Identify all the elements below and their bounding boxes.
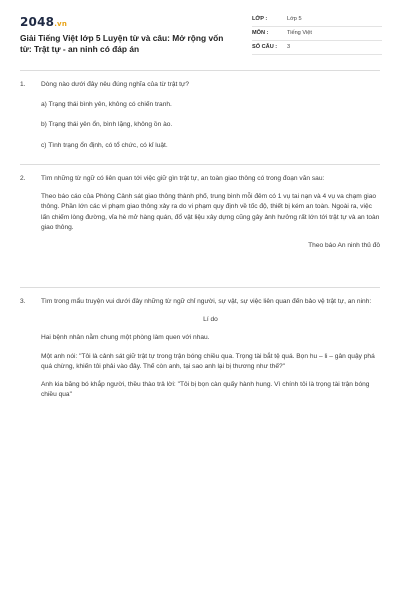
meta-table [252, 13, 382, 55]
question-2 [20, 174, 380, 251]
question-number: 3. [20, 298, 26, 305]
question-divider [20, 164, 380, 165]
story-paragraph: Hai bệnh nhân nằm chung một phòng làm quen với nhau. [41, 334, 210, 342]
logo-main: 2048 [20, 15, 55, 29]
option-b: b) Trạng thái yên ổn, bình lặng, không ồn ào. [41, 121, 173, 129]
site-logo[interactable] [20, 15, 67, 29]
meta-value: Lớp 5 [287, 16, 302, 22]
meta-value: 3 [287, 44, 291, 50]
question-number: 1. [20, 81, 26, 88]
meta-row-class [252, 13, 382, 27]
question-3 [20, 297, 380, 400]
meta-value: Tiếng Việt [287, 30, 312, 36]
story-paragraph: Anh kia băng bó khắp người, thều thào trả lời: "Tôi bị bọn càn quấy hành hung. Vì chính tôi là trọng tài trận bóng chiều qua" [41, 381, 370, 399]
option-a: a) Trạng thái bình yên, không có chiến tranh. [41, 101, 172, 109]
passage: Theo báo cáo của Phòng Cảnh sát giao thông thành phố, trung bình mỗi đêm có 1 vụ tai nạn và 4 vụ va chạm giao thông. Phần lớn các vi phạm giao thông xảy ra do vi phạm quy định về tốc độ, thiết bị kém an toàn. Ngoài ra, việc lấn chiếm lòng đường, vỉa hè mở hàng quán, đổ vật liệu xây dựng cũng gây ảnh hưởng rất lớn tới trật tự và an toàn giao thông. [41, 193, 380, 231]
meta-label: MÔN : [252, 30, 269, 36]
option-c: c) Tình trạng ổn định, có tổ chức, có kỉ luật. [41, 141, 168, 149]
meta-label: LỚP : [252, 16, 268, 22]
passage-source: Theo báo An ninh thủ đô [308, 242, 380, 250]
question-text: Tìm trong mẩu truyện vui dưới đây những từ ngữ chỉ người, sự vật, sự việc liên quan đến bảo vệ trật tự, an ninh: [41, 298, 372, 305]
question-text: Tìm những từ ngữ có liên quan tới việc giữ gìn trật tự, an toàn giao thông có trong đoạn văn sau: [41, 175, 325, 182]
story-paragraph: Một anh nói: "Tôi là cảnh sát giữ trật tự trong trận bóng chiều qua. Trọng tài bắt tệ quá. Bọn hu – li – gân quậy phá quá chừng, khiến tôi phải vào đây. Thế còn anh, tại sao anh lại bị thương như thế?" [41, 352, 375, 370]
question-divider [20, 287, 380, 288]
logo-suffix: .vn [54, 20, 68, 28]
meta-row-count [252, 41, 382, 55]
question-1 [20, 80, 380, 151]
header-divider [20, 70, 380, 71]
story-title: Lí do [203, 316, 218, 324]
meta-label: SỐ CÂU : [252, 44, 278, 50]
question-text: Dòng nào dưới đây nêu đúng nghĩa của từ trật tự? [41, 81, 190, 88]
meta-row-subject [252, 27, 382, 41]
question-number: 2. [20, 175, 26, 182]
document-title: Giải Tiếng Việt lớp 5 Luyện từ và câu: Mở rộng vốn từ: Trật tự - an ninh có đáp án [20, 33, 224, 54]
